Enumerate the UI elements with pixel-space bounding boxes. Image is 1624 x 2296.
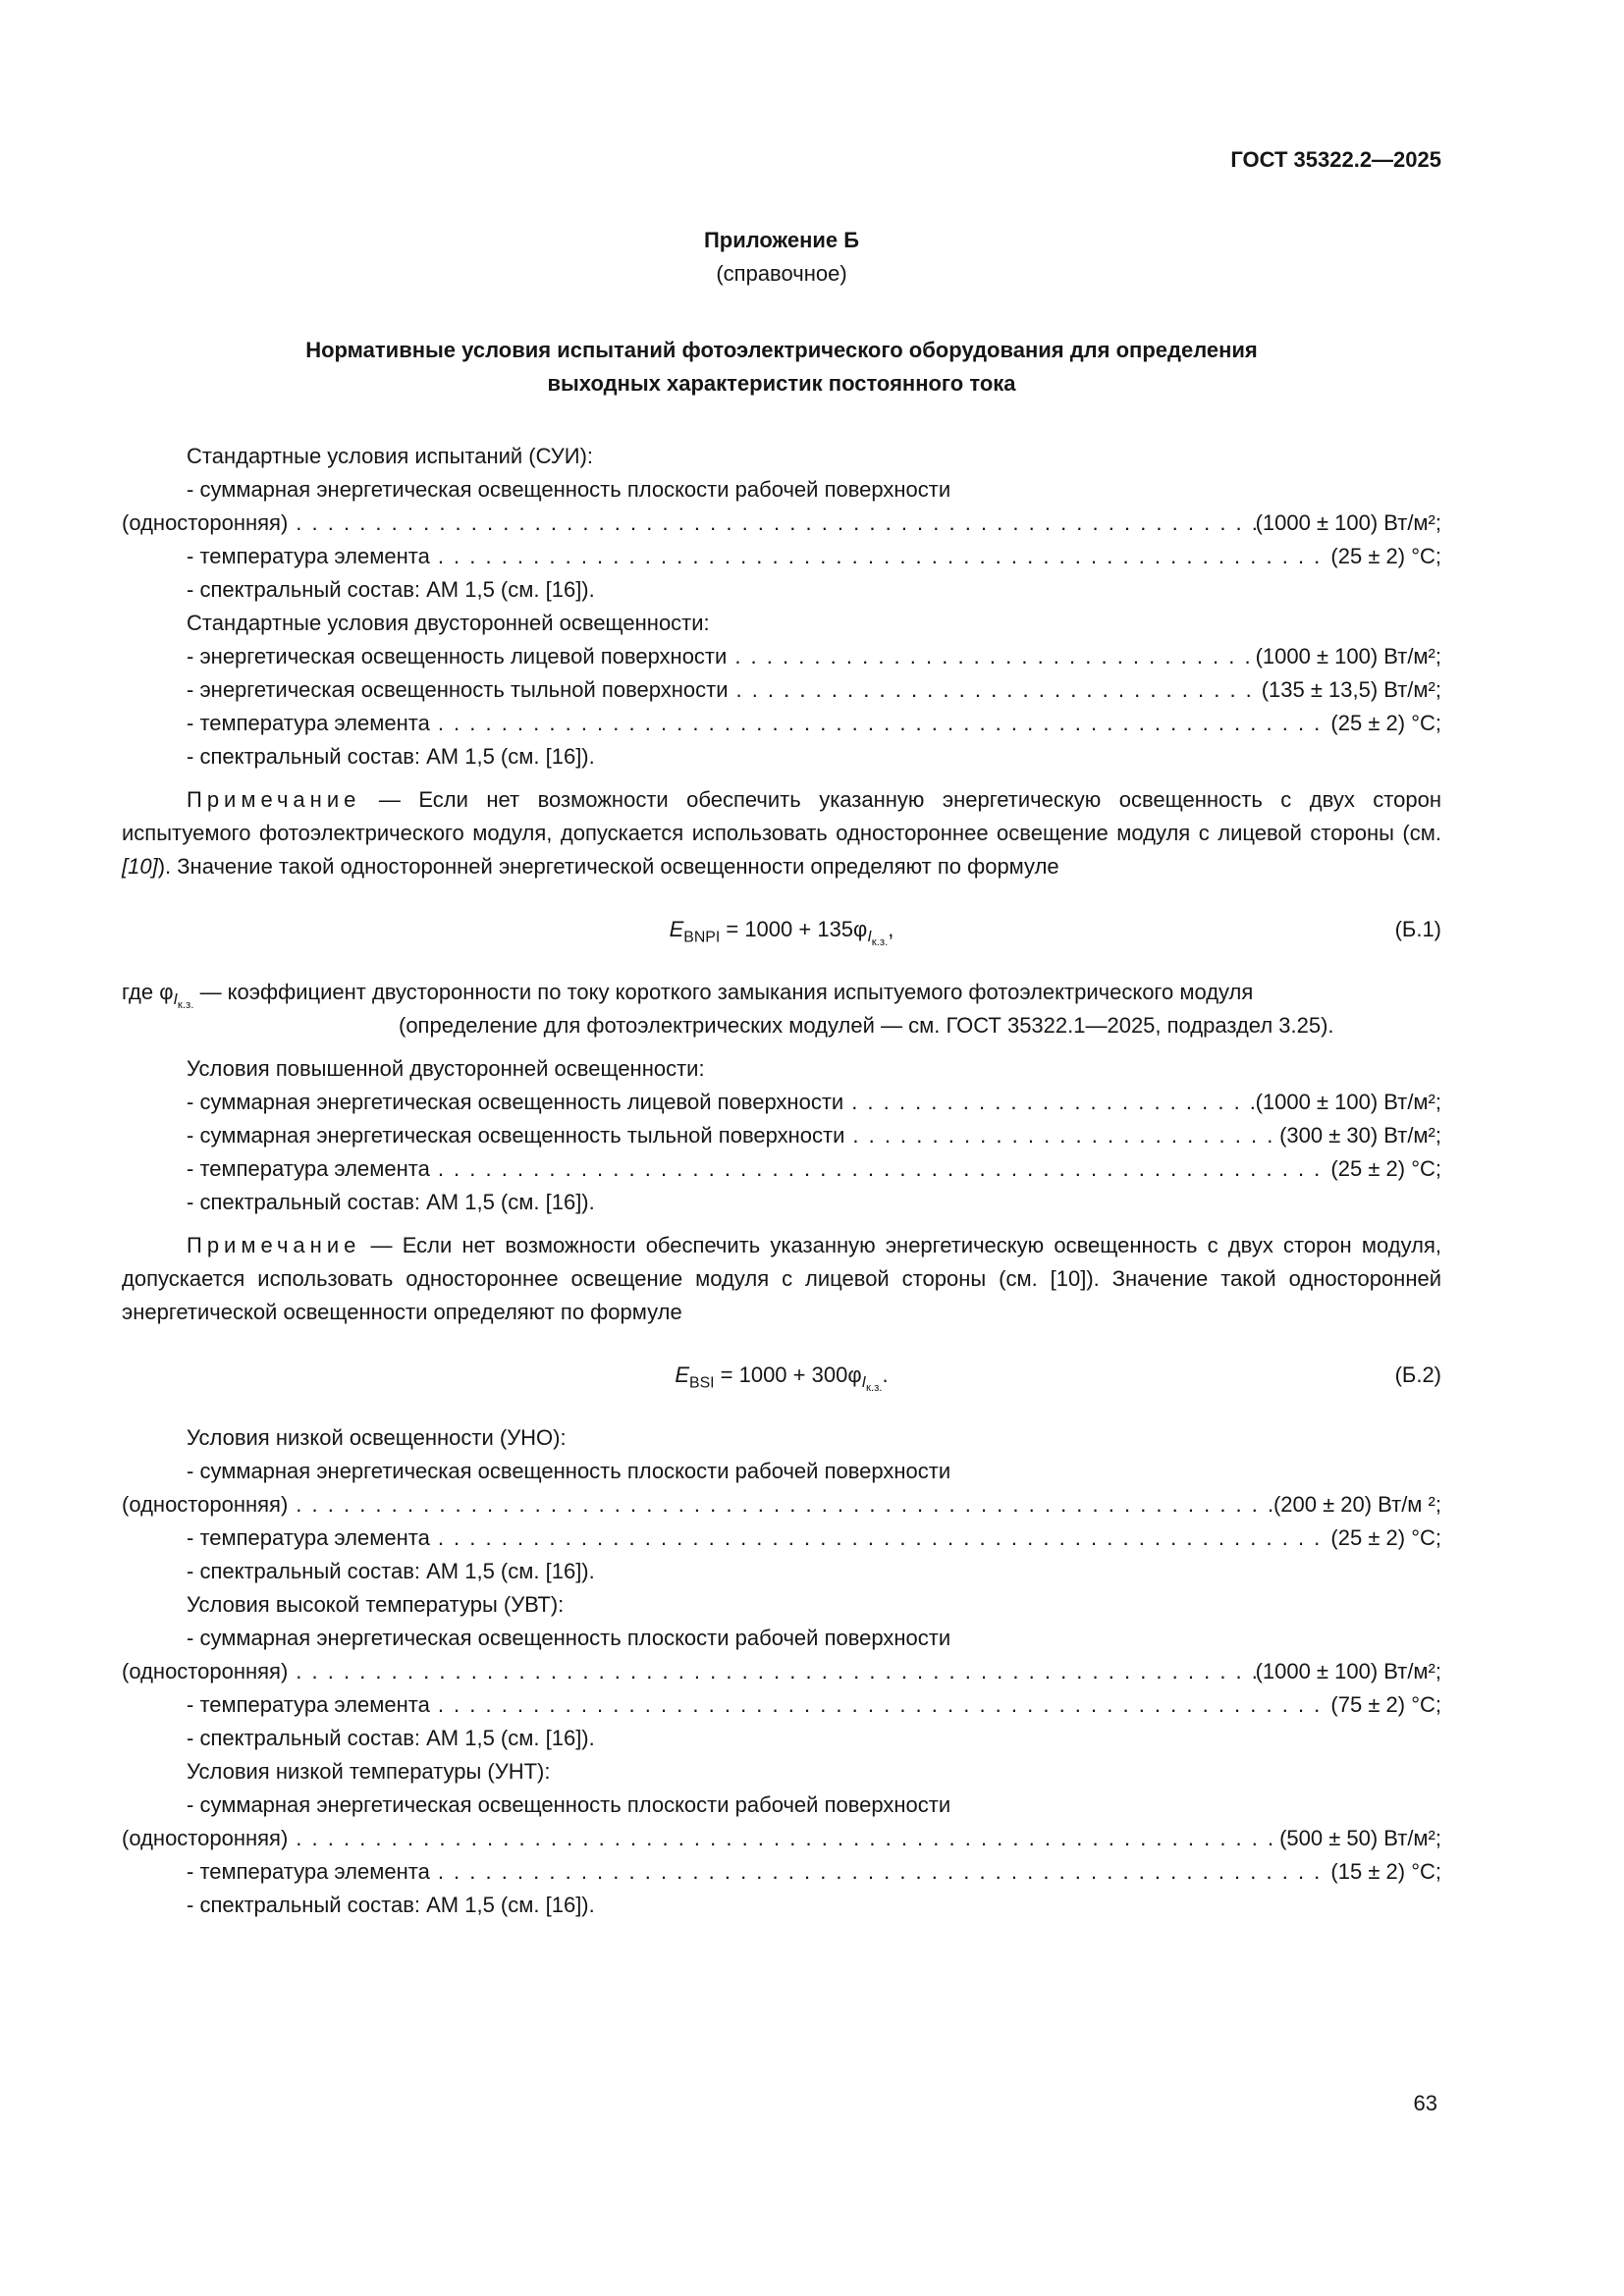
- spec-value: (25 ± 2) °С;: [1330, 1525, 1441, 1550]
- dot-leader: [430, 1688, 1331, 1722]
- phi-symbol: φ: [159, 980, 174, 1004]
- formula-body: [669, 917, 894, 949]
- reference-10: [10]: [122, 854, 158, 879]
- section-uno-heading: Условия низкой освещенности (УНО):: [187, 1425, 567, 1450]
- note-1: [122, 783, 1441, 883]
- dot-leader: [727, 640, 1255, 673]
- spec-label: - температура элемента: [187, 1859, 430, 1884]
- note-2: [122, 1229, 1441, 1329]
- unt-irradiance-text: - суммарная энергетическая освещенность плоскости рабочей поверхности: [187, 1792, 951, 1817]
- spec-label: - температура элемента: [187, 544, 430, 568]
- where-line-1: где $\varphi_{I_{к.з.}}$ — коэффициент двусторонности по току короткого замыкания испытуемого фотоэлектрического модуля: [122, 980, 1254, 1012]
- title-line-1: Нормативные условия испытаний фотоэлектрического оборудования для определения: [305, 338, 1258, 362]
- formula-mid: = 1000 + 135φ: [720, 917, 868, 941]
- spec-label: (односторонняя): [122, 1826, 289, 1850]
- spec-label: - температура элемента: [187, 1156, 430, 1181]
- spec-label: - суммарная энергетическая освещенность лицевой поверхности: [187, 1090, 844, 1114]
- uvt-temp-row: [122, 1688, 1441, 1722]
- formula-var: E: [669, 917, 684, 941]
- uvt-irradiance-text: - суммарная энергетическая освещенность плоскости рабочей поверхности: [187, 1626, 951, 1650]
- spec-value: (25 ± 2) °С;: [1330, 711, 1441, 735]
- dot-leader: [844, 1119, 1279, 1152]
- where-line-2: (определение для фотоэлектрических модулей — см. ГОСТ 35322.1—2025, подраздел 3.25).: [399, 1013, 1334, 1038]
- spec-value: (300 ± 30) Вт/м²;: [1279, 1123, 1441, 1148]
- phi-subscript: Iк.з.: [867, 929, 889, 949]
- page-number: 63: [1413, 2091, 1437, 2115]
- spec-value: (25 ± 2) °С;: [1330, 544, 1441, 568]
- section-sui-heading: Стандартные условия испытаний (СУИ):: [187, 444, 594, 468]
- title-line-2: выходных характеристик постоянного тока: [547, 371, 1016, 396]
- uvt-spectrum: - спектральный состав: АМ 1,5 (см. [16]).: [187, 1726, 595, 1750]
- formula-tail: ,: [888, 917, 894, 941]
- formula-var-sub: BSI: [689, 1374, 715, 1392]
- dot-leader: [288, 507, 1255, 540]
- dot-leader: [430, 1522, 1331, 1555]
- spec-value: (75 ± 2) °С;: [1330, 1692, 1441, 1717]
- enhanced-front-row: [122, 1086, 1441, 1119]
- unt-spectrum: - спектральный состав: АМ 1,5 (см. [16]).: [187, 1893, 595, 1917]
- spec-value: (1000 ± 100) Вт/м²;: [1255, 510, 1441, 535]
- dot-leader: [843, 1086, 1255, 1119]
- dot-leader: [288, 1655, 1255, 1688]
- spec-label: (односторонняя): [122, 1659, 289, 1683]
- note-text: Если нет возможности обеспечить указанную энергетическую освещенность с двух сторон модуля, допускается использовать одностороннее освещение модуля с лицевой стороны (см. [10]). Значение такой односторонней энергетической освещенности определяют по формуле: [122, 1233, 1441, 1324]
- bifacial-rear-row: [122, 673, 1441, 707]
- formula-number: (Б.1): [1394, 917, 1441, 941]
- enhanced-spectrum: - спектральный состав: АМ 1,5 (см. [16]).: [187, 1190, 595, 1214]
- spec-value: (1000 ± 100) Вт/м²;: [1255, 1090, 1441, 1114]
- spec-label: - энергетическая освещенность лицевой поверхности: [187, 644, 728, 668]
- sui-temp-row: [122, 540, 1441, 573]
- spec-value: (25 ± 2) °С;: [1330, 1156, 1441, 1181]
- dot-leader: [728, 673, 1261, 707]
- spec-label: - энергетическая освещенность тыльной поверхности: [187, 677, 729, 702]
- spec-value: (200 ± 20) Вт/м ²;: [1272, 1492, 1441, 1517]
- uvt-irradiance-row: [122, 1655, 1441, 1688]
- uno-temp-row: [122, 1522, 1441, 1555]
- where-definition: [122, 976, 1441, 1042]
- spec-value: (15 ± 2) °С;: [1330, 1859, 1441, 1884]
- spec-label: - температура элемента: [187, 1525, 430, 1550]
- appendix-block: [122, 224, 1441, 291]
- document-title: [122, 334, 1441, 400]
- enhanced-temp-row: [122, 1152, 1441, 1186]
- appendix-kind: (справочное): [716, 261, 847, 286]
- uno-irradiance-text: - суммарная энергетическая освещенность плоскости рабочей поверхности: [187, 1459, 951, 1483]
- formula-number: (Б.2): [1394, 1362, 1441, 1387]
- section-bifacial-heading: Стандартные условия двусторонней освещенности:: [187, 611, 710, 635]
- sui-spectrum: - спектральный состав: АМ 1,5 (см. [16]).: [187, 577, 595, 602]
- note-dash: —: [360, 787, 419, 812]
- spec-label: - суммарная энергетическая освещенность тыльной поверхности: [187, 1123, 845, 1148]
- uno-spectrum: - спектральный состав: АМ 1,5 (см. [16]).: [187, 1559, 595, 1583]
- dot-leader: [430, 1855, 1331, 1889]
- formula-var-sub: BNPI: [683, 929, 721, 946]
- spec-label: - температура элемента: [187, 1692, 430, 1717]
- bifacial-spectrum: - спектральный состав: АМ 1,5 (см. [16]).: [187, 744, 595, 769]
- formula-tail: .: [882, 1362, 889, 1387]
- sui-irradiance-text: - суммарная энергетическая освещенность плоскости рабочей поверхности: [187, 477, 951, 502]
- dot-leader: [288, 1488, 1273, 1522]
- sui-irradiance-row: [122, 507, 1441, 540]
- spec-value: (135 ± 13,5) Вт/м²;: [1261, 677, 1441, 702]
- formula-mid: = 1000 + 300φ: [714, 1362, 862, 1387]
- dot-leader: [430, 707, 1331, 740]
- spec-label: (односторонняя): [122, 510, 289, 535]
- spec-value: (1000 ± 100) Вт/м²;: [1255, 1659, 1441, 1683]
- bifacial-front-row: [122, 640, 1441, 673]
- spec-label: (односторонняя): [122, 1492, 289, 1517]
- note-text: Если нет возможности обеспечить указанную энергетическую освещенность с двух сторон испытуемого фотоэлектрического модуля, допускается использовать одностороннее освещение модуля с лицевой стороны (см.: [122, 787, 1441, 845]
- formula-b2: [122, 1359, 1441, 1395]
- uno-irradiance-row: [122, 1488, 1441, 1522]
- phi-subscript: Iк.з.: [861, 1374, 883, 1395]
- section-unt-heading: Условия низкой температуры (УНТ):: [187, 1759, 551, 1784]
- section-uvt-heading: Условия высокой температуры (УВТ):: [187, 1592, 565, 1617]
- spec-label: - температура элемента: [187, 711, 430, 735]
- note-text: ). Значение такой односторонней энергетической освещенности определяют по формуле: [157, 854, 1059, 879]
- formula-body: [675, 1362, 889, 1395]
- unt-irradiance-row: [122, 1822, 1441, 1855]
- phi-subscript: Iк.з.: [173, 991, 194, 1012]
- spec-value: (500 ± 50) Вт/м²;: [1279, 1826, 1441, 1850]
- dot-leader: [430, 540, 1331, 573]
- formula-var: E: [675, 1362, 690, 1387]
- enhanced-rear-row: [122, 1119, 1441, 1152]
- section-enhanced-heading: Условия повышенной двусторонней освещенности:: [187, 1056, 705, 1081]
- formula-b1: [122, 913, 1441, 949]
- appendix-label: Приложение Б: [703, 228, 860, 252]
- dot-leader: [288, 1822, 1279, 1855]
- bifacial-temp-row: [122, 707, 1441, 740]
- gost-code: ГОСТ 35322.2—2025: [1230, 147, 1441, 172]
- spec-value: (1000 ± 100) Вт/м²;: [1255, 644, 1441, 668]
- note-dash: —: [360, 1233, 403, 1257]
- note-label: Примечание: [187, 787, 361, 812]
- dot-leader: [430, 1152, 1331, 1186]
- unt-temp-row: [122, 1855, 1441, 1889]
- note-label: Примечание: [187, 1233, 361, 1257]
